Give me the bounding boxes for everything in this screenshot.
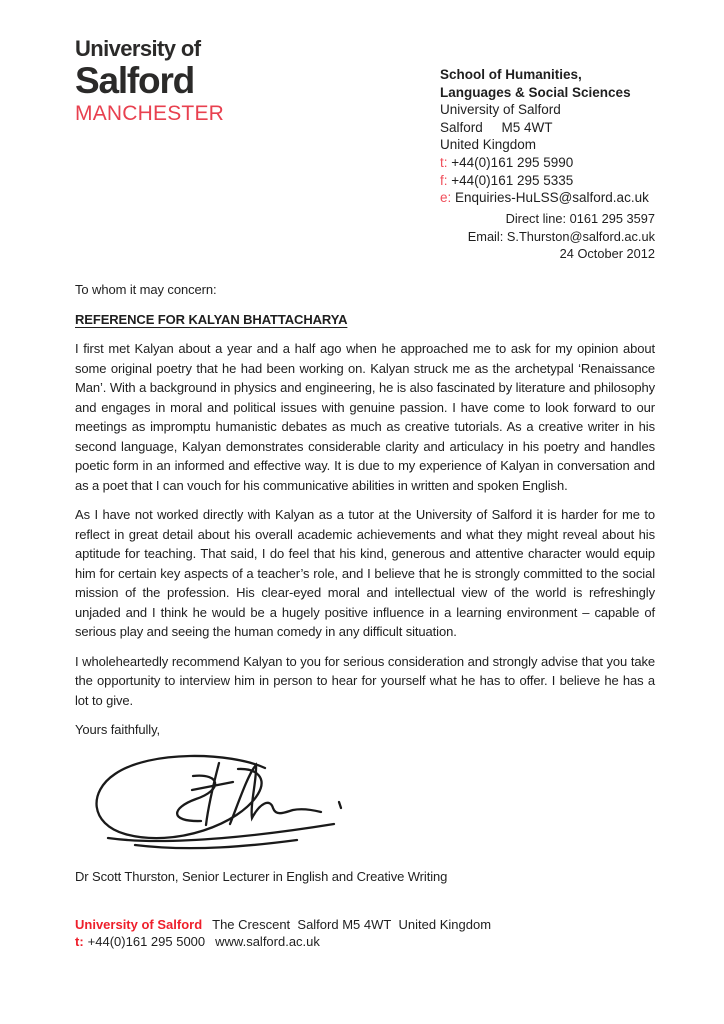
page-footer: [75, 916, 491, 950]
footer-org-name: University of Salford: [75, 917, 203, 932]
contact-email: [440, 189, 649, 207]
contact-telephone: [440, 154, 649, 172]
telephone-number: +44(0)161 295 5990: [451, 154, 574, 170]
body-paragraph-2: As I have not worked directly with Kalyan as a tutor at the University of Salford it is harder for me to reflect in great detail about his overall academic achievements and what they might reveal about his aptitude for teaching. That said, I do feel that his kind, generous and attentive character would equip him for certain key aspects of a teacher’s role, and I believe that he is strongly committed to the social mission of the profession. His clear-eyed moral and intellectual view of the world is refreshingly unjaded and I think he would be a hugely positive influence in a learning environment – capable of serious play and seeing the human comedy in any difficult situation.: [75, 507, 655, 639]
direct-line: Direct line: 0161 295 3597: [505, 211, 655, 226]
footer-website: www.salford.ac.uk: [215, 934, 320, 949]
fax-number: +44(0)161 295 5335: [451, 172, 574, 188]
school-name-line2: Languages & Social Sciences: [440, 84, 631, 100]
school-address-block: [440, 66, 649, 207]
school-name-line1: School of Humanities,: [440, 67, 582, 82]
subject-line: REFERENCE FOR KALYAN BHATTACHARYA: [75, 311, 348, 327]
footer-tel-number: +44(0)161 295 5000: [87, 934, 206, 949]
contact-fax: [440, 172, 649, 190]
direct-contact-block: [468, 210, 655, 263]
body-paragraph-3: I wholeheartedly recommend Kalyan to you for serious consideration and strongly advise that you take the opportunity to interview him in person to hear for yourself what he has to offer. I believe he has a lot to give.: [75, 653, 655, 708]
logo-university-of: University of: [75, 36, 201, 61]
closing-line: Yours faithfully,: [75, 722, 161, 737]
letter-body: [75, 280, 655, 886]
telephone-prefix: t:: [440, 154, 448, 170]
logo-manchester: MANCHESTER: [75, 102, 225, 125]
university-logo: [75, 38, 224, 124]
letter-date: 24 October 2012: [559, 246, 655, 262]
email-address: Enquiries-HuLSS@salford.ac.uk: [455, 190, 649, 206]
email-prefix: e:: [440, 190, 452, 206]
signatory-name: Dr Scott Thurston, Senior Lecturer in English and Creative Writing: [75, 868, 448, 884]
footer-line-2: [75, 933, 491, 950]
logo-salford: Salford: [75, 60, 195, 101]
address-university: University of Salford: [440, 102, 561, 118]
address-postcode: Salford M5 4WT: [440, 119, 553, 135]
footer-tel-prefix: t:: [75, 934, 84, 949]
address-country: United Kingdom: [440, 137, 537, 153]
body-paragraph-1: I first met Kalyan about a year and a half ago when he approached me to ask for my opinion about some original poetry that he had been working on. Kalyan struck me as the archetypal ‘Renaissance Man’. With a background in physics and engineering, he is also fascinated by literature and philosophy and engages in moral and political issues with genuine passion. I have come to look forward to our meetings as impromptu humanistic debates as much as creative tutorials. As a creative writer in his second language, Kalyan demonstrates considerable clarity and articulacy in his poetry and handles poetic form in an informed and effective way. It is due to my experience of Kalyan in conversation and as a poet that I can vouch for his communicative abilities in written and spoken English.: [75, 341, 655, 493]
signature-image: [80, 746, 350, 851]
footer-address: The Crescent Salford M5 4WT United Kingdom: [212, 917, 492, 932]
salutation: To whom it may concern:: [75, 282, 217, 297]
fax-prefix: f:: [440, 172, 448, 188]
sender-email: Email: S.Thurston@salford.ac.uk: [467, 228, 655, 244]
footer-line-1: [75, 916, 491, 933]
